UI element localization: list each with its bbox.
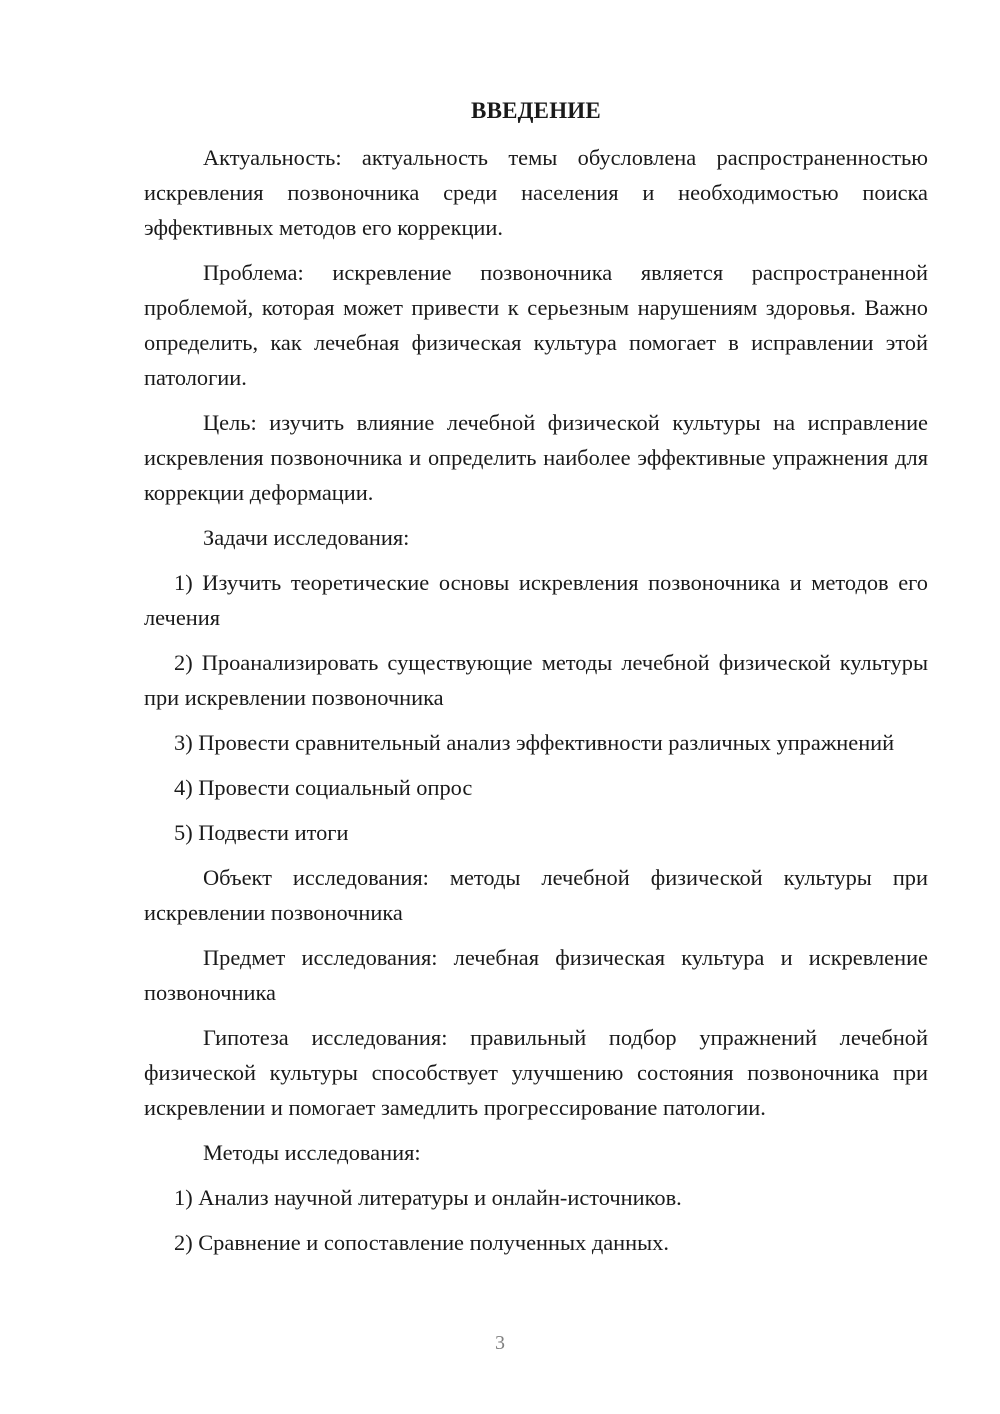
hypothesis-paragraph: Гипотеза исследования: правильный подбор упражнений лечебной физической культуры способствует улучшению состояния позвоночника при искревлении и помогает замедлить прогрессирование патологии. [144,1025,928,1120]
tasks-heading: Задачи исследования: [203,525,410,550]
page-title: ВВЕДЕНИЕ [471,98,601,123]
subject-paragraph: Предмет исследования: лечебная физическая культура и искревление позвоночника [144,945,928,1005]
method-item: 2) Сравнение и сопоставление полученных данных. [174,1230,669,1255]
problem-paragraph: Проблема: искревление позвоночника является распространенной проблемой, которая может привести к серьезным нарушениям здоровья. Важно определить, как лечебная физическая культура помогает в исправлении этой патологии. [144,260,928,390]
method-item: 1) Анализ научной литературы и онлайн-источников. [174,1185,682,1210]
task-item: 2) Проанализировать существующие методы лечебной физической культуры при искревлении позвоночника [144,650,928,710]
methods-heading: Методы исследования: [203,1140,421,1165]
relevance-paragraph: Актуальность: актуальность темы обусловлена распространенностью искревления позвоночника среди населения и необходимостью поиска эффективных методов его коррекции. [144,145,928,240]
document-page [144,96,928,1270]
page-number: 3 [495,1332,505,1354]
object-paragraph: Объект исследования: методы лечебной физической культуры при искревлении позвоночника [144,865,928,925]
task-item: 4) Провести социальный опрос [174,775,473,800]
task-item: 3) Провести сравнительный анализ эффективности различных упражнений [174,730,895,755]
goal-paragraph: Цель: изучить влияние лечебной физической культуры на исправление искревления позвоночника и определить наиболее эффективные упражнения для коррекции деформации. [144,410,928,505]
task-item: 5) Подвести итоги [174,820,349,845]
task-item: 1) Изучить теоретические основы искревления позвоночника и методов его лечения [144,570,928,630]
